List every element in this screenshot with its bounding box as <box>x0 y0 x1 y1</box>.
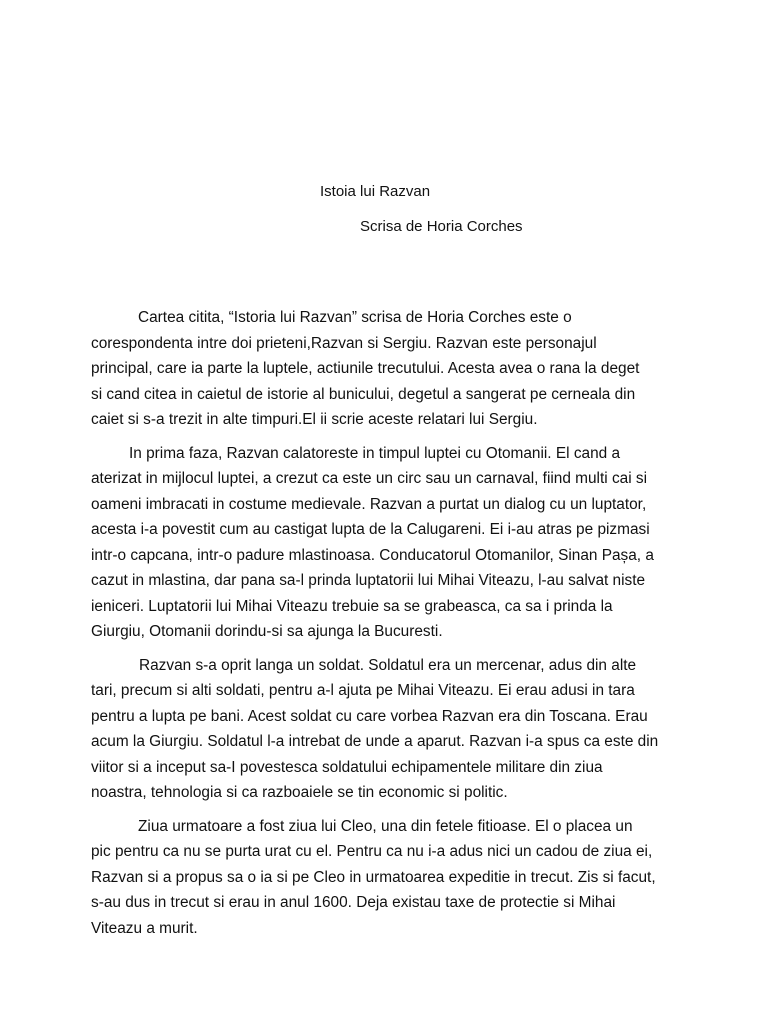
text-line: intr-o capcana, intr-o padure mlastinoasa. Conducatorul Otomanilor, Sinan Pașa, a <box>91 546 654 564</box>
text-line: In prima faza, Razvan calatoreste in timpul luptei cu Otomanii. El cand a <box>129 444 621 462</box>
document-body <box>91 305 691 949</box>
text-line: pentru a lupta pe bani. Acest soldat cu care vorbea Razvan era din Toscana. Erau <box>91 707 648 725</box>
text-line: corespondenta intre doi prieteni,Razvan si Sergiu. Razvan este personajul <box>91 334 597 352</box>
text-line: tari, precum si alti soldati, pentru a-l ajuta pe Mihai Viteazu. Ei erau adusi in tara <box>91 682 635 699</box>
text-line: Viteazu a murit. <box>91 919 198 937</box>
text-line: cazut in mlastina, dar pana sa-l prinda luptatorii lui Mihai Viteazu, l-au salvat niste <box>91 572 646 589</box>
text-line: principal, care ia parte la luptele, actiunile trecutului. Acesta avea o rana la deget <box>91 360 640 377</box>
text-line: aterizat in mijlocul luptei, a crezut ca este un circ sau un carnaval, fiind multi cai si <box>91 470 648 487</box>
text-line: ieniceri. Luptatorii lui Mihai Viteazu trebuie sa se grabeasca, ca sa i prinda la <box>91 597 613 615</box>
text-line: viitor si a inceput sa-I povestesca soldatului echipamentele militare din ziua <box>91 758 603 776</box>
text-line: Cartea citita, “Istoria lui Razvan” scrisa de Horia Corches este o <box>138 309 572 326</box>
text-line: caiet si s-a trezit in alte timpuri.El ii scrie aceste relatari lui Sergiu. <box>91 411 538 428</box>
text-line: Razvan s-a oprit langa un soldat. Soldatul era un mercenar, adus din alte <box>139 656 637 674</box>
paragraph-2 <box>91 441 691 645</box>
paragraph-1 <box>91 305 691 433</box>
text-line: Giurgiu, Otomanii dorindu-si sa ajunga la Bucuresti. <box>91 623 443 640</box>
text-line: noastra, tehnologia si ca razboaiele se tin economic si politic. <box>91 784 508 801</box>
text-line: s-au dus in trecut si erau in anul 1600. Deja existau taxe de protectie si Mihai <box>91 894 616 911</box>
document-title: Istoia lui Razvan <box>320 183 431 200</box>
text-line: Razvan si a propus sa o ia si pe Cleo in urmatoarea expeditie in trecut. Zis si facut, <box>91 868 656 886</box>
text-line: si cand citea in caietul de istorie al bunicului, degetul a sangerat pe cerneala din <box>91 385 636 403</box>
paragraph-3 <box>91 653 691 806</box>
text-line: acesta i-a povestit cum au castigat lupta de la Calugareni. Ei i-au atras pe pizmasi <box>91 521 650 538</box>
text-line: pic pentru ca nu se purta urat cu el. Pentru ca nu i-a adus nici un cadou de ziua ei, <box>91 843 653 860</box>
text-line: oameni imbracati in costume medievale. Razvan a purtat un dialog cu un luptator, <box>91 495 647 513</box>
document-author: Scrisa de Horia Corches <box>360 218 523 235</box>
paragraph-4 <box>91 814 691 942</box>
text-line: acum la Giurgiu. Soldatul l-a intrebat de unde a aparut. Razvan i-a spus ca este din <box>91 733 659 750</box>
text-line: Ziua urmatoare a fost ziua lui Cleo, una din fetele fitioase. El o placea un <box>138 817 633 835</box>
